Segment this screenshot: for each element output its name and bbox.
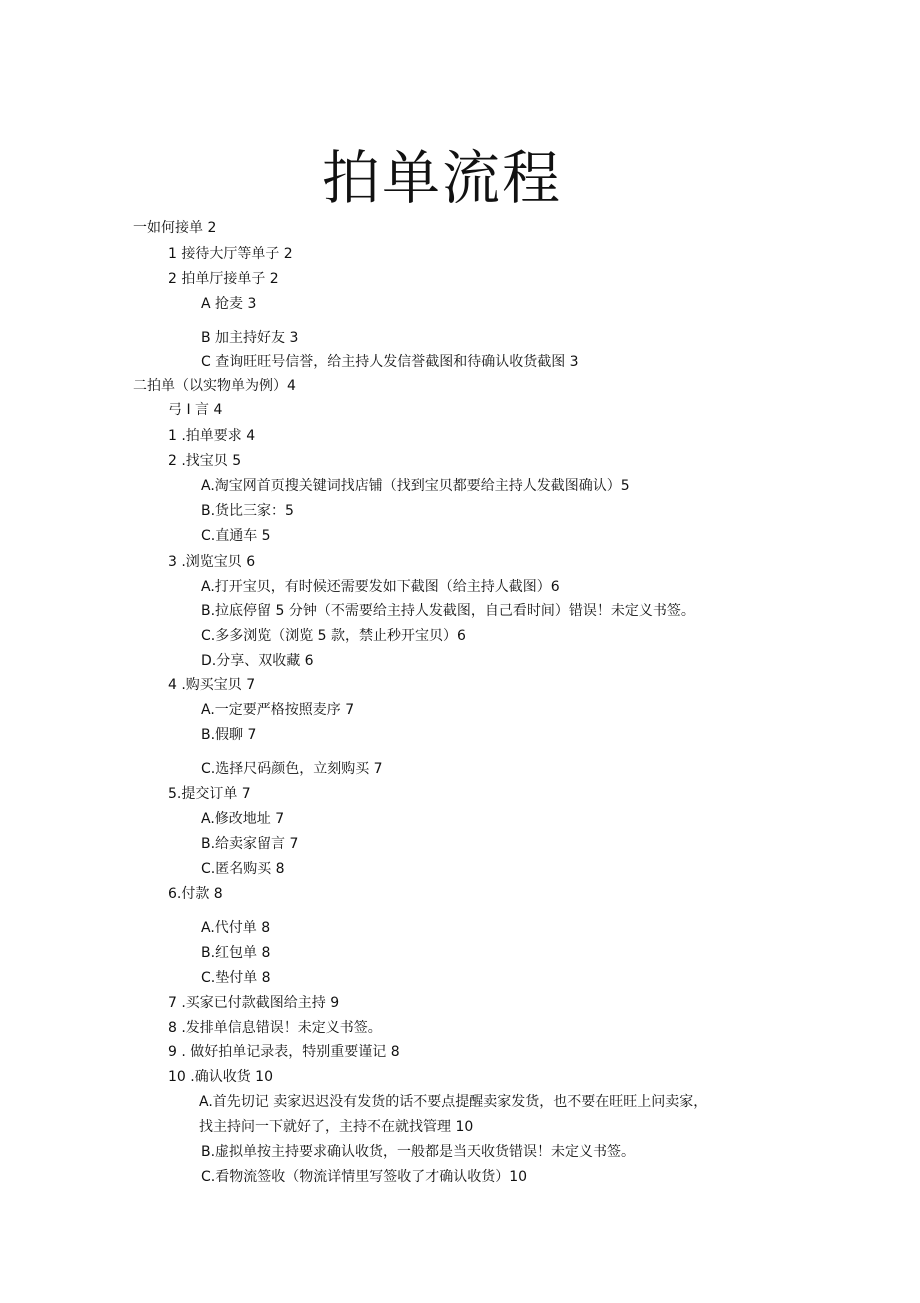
toc-subitem[interactable]: B.拉底停留 5 分钟（不需要给主持人发截图，自己看时间）错误！未定义书签。 <box>201 603 695 619</box>
toc-item[interactable]: 2 .找宝贝 5 <box>168 453 242 469</box>
toc-item[interactable]: 8 .发排单信息错误！未定义书签。 <box>168 1020 382 1036</box>
toc-item[interactable]: 9 . 做好拍单记录表，特别重要谨记 8 <box>168 1044 400 1060</box>
toc-subitem[interactable]: B.给卖家留言 7 <box>201 836 299 852</box>
toc-subitem[interactable]: A.一定要严格按照麦序 7 <box>201 702 355 718</box>
toc-subitem[interactable]: C.多多浏览（浏览 5 款，禁止秒开宝贝）6 <box>201 628 466 644</box>
toc-subitem[interactable]: B.假聊 7 <box>201 727 257 743</box>
toc-item[interactable]: 弓 I 言 4 <box>168 402 223 418</box>
toc-subitem[interactable]: B.虚拟单按主持要求确认收货，一般都是当天收货错误！未定义书签。 <box>201 1144 636 1160</box>
document-title: 拍单流程 <box>321 144 562 212</box>
toc-item[interactable]: 10 .确认收货 10 <box>168 1069 273 1085</box>
toc-subitem[interactable]: A.首先切记 卖家迟迟没有发货的话不要点提醒卖家发货，也不要在旺旺上问卖家， <box>199 1094 708 1110</box>
toc-subitem[interactable]: C.匿名购买 8 <box>201 861 285 877</box>
toc-subitem[interactable]: C.直通车 5 <box>201 528 271 544</box>
toc-subitem[interactable]: B.货比三家：5 <box>201 503 294 519</box>
toc-subitem[interactable]: C.看物流签收（物流详情里写签收了才确认收货）10 <box>201 1169 528 1185</box>
toc-subitem[interactable]: A.打开宝贝，有时候还需要发如下截图（给主持人截图）6 <box>201 579 560 595</box>
toc-subitem[interactable]: A.修改地址 7 <box>201 811 285 827</box>
toc-subitem[interactable]: A.淘宝网首页搜关键词找店铺（找到宝贝都要给主持人发截图确认）5 <box>201 478 630 494</box>
toc-subitem[interactable]: C 查询旺旺号信誉，给主持人发信誉截图和待确认收货截图 3 <box>201 354 579 370</box>
toc-item[interactable]: 5.提交订单 7 <box>168 786 251 802</box>
toc-item[interactable]: 1 接待大厅等单子 2 <box>168 246 293 262</box>
toc-subitem[interactable]: A.代付单 8 <box>201 920 271 936</box>
toc-subitem[interactable]: C.选择尺码颜色，立刻购买 7 <box>201 761 383 777</box>
toc-item[interactable]: 6.付款 8 <box>168 886 223 902</box>
toc-subitem[interactable]: C.垫付单 8 <box>201 970 271 986</box>
toc-item[interactable]: 1 .拍单要求 4 <box>168 428 256 444</box>
toc-section[interactable]: 一如何接单 2 <box>133 220 217 236</box>
toc-item[interactable]: 4 .购买宝贝 7 <box>168 677 256 693</box>
toc-subitem-continued[interactable]: 找主持问一下就好了，主持不在就找管理 10 <box>199 1119 474 1135</box>
toc-subitem[interactable]: D.分享、双收藏 6 <box>201 653 314 669</box>
toc-section[interactable]: 二拍单（以实物单为例）4 <box>133 378 296 394</box>
toc-item[interactable]: 7 .买家已付款截图给主持 9 <box>168 995 340 1011</box>
toc-subitem[interactable]: A 抢麦 3 <box>201 296 257 312</box>
toc-subitem[interactable]: B 加主持好友 3 <box>201 330 299 346</box>
toc-subitem[interactable]: B.红包单 8 <box>201 945 271 961</box>
toc-item[interactable]: 3 .浏览宝贝 6 <box>168 554 256 570</box>
toc-item[interactable]: 2 拍单厅接单子 2 <box>168 271 279 287</box>
